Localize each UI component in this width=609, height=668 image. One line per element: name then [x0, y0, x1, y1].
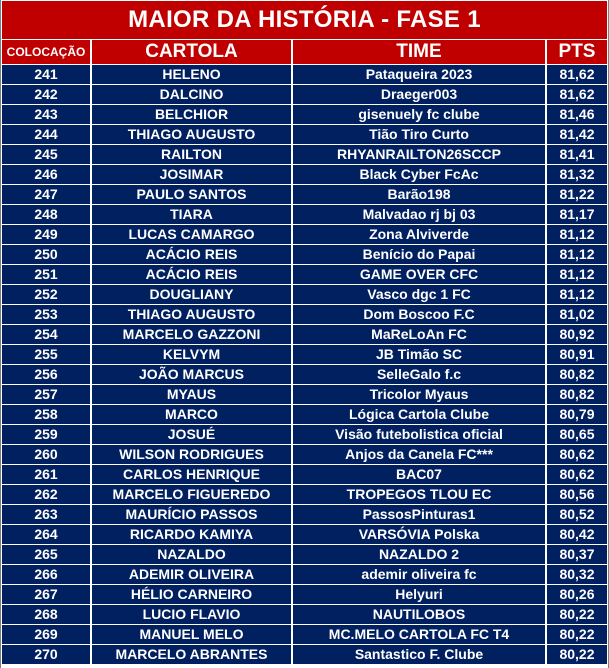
position-cell: 258 — [2, 405, 90, 424]
points-cell: 80,42 — [547, 525, 607, 544]
points-cell: 80,37 — [547, 545, 607, 564]
table-header — [2, 40, 607, 64]
time-cell: ademir oliveira fc — [293, 565, 545, 584]
table-row — [2, 525, 607, 545]
position-cell: 264 — [2, 525, 90, 544]
points-cell: 80,79 — [547, 405, 607, 424]
position-cell: 255 — [2, 345, 90, 364]
position-cell: 243 — [2, 105, 90, 124]
time-cell: gisenuely fc clube — [293, 105, 545, 124]
position-cell: 252 — [2, 285, 90, 304]
points-cell: 81,22 — [547, 185, 607, 204]
cartola-cell: JOÃO MARCUS — [92, 365, 291, 384]
position-cell: 249 — [2, 225, 90, 244]
table-row — [2, 165, 607, 185]
table-row — [2, 485, 607, 505]
time-cell: JB Timão SC — [293, 345, 545, 364]
table-row — [2, 145, 607, 165]
table-row — [2, 225, 607, 245]
cartola-cell: ACÁCIO REIS — [92, 265, 291, 284]
position-cell: 248 — [2, 205, 90, 224]
cartola-cell: WILSON RODRIGUES — [92, 445, 291, 464]
points-cell: 80,82 — [547, 385, 607, 404]
table-row — [2, 445, 607, 465]
position-cell: 251 — [2, 265, 90, 284]
points-cell: 80,82 — [547, 365, 607, 384]
points-cell: 80,62 — [547, 465, 607, 484]
cartola-cell: ACÁCIO REIS — [92, 245, 291, 264]
table-row — [2, 125, 607, 145]
position-cell: 263 — [2, 505, 90, 524]
cartola-cell: MARCELO GAZZONI — [92, 325, 291, 344]
points-cell: 80,92 — [547, 325, 607, 344]
table-body — [2, 65, 607, 665]
time-cell: Zona Alviverde — [293, 225, 545, 244]
time-cell: Draeger003 — [293, 85, 545, 104]
position-cell: 241 — [2, 65, 90, 84]
table-row — [2, 405, 607, 425]
table-row — [2, 305, 607, 325]
time-cell: SelleGalo f.c — [293, 365, 545, 384]
cartola-cell: KELVYM — [92, 345, 291, 364]
table-row — [2, 205, 607, 225]
table-row — [2, 385, 607, 405]
points-cell: 81,12 — [547, 245, 607, 264]
cartola-cell: THIAGO AUGUSTO — [92, 125, 291, 144]
sheet-title: MAIOR DA HISTÓRIA - FASE 1 — [2, 1, 607, 39]
cartola-cell: MARCELO FIGUEREDO — [92, 485, 291, 504]
time-cell: Tião Tiro Curto — [293, 125, 545, 144]
cartola-cell: RICARDO KAMIYA — [92, 525, 291, 544]
position-cell: 245 — [2, 145, 90, 164]
cartola-cell: THIAGO AUGUSTO — [92, 305, 291, 324]
cartola-cell: DALCINO — [92, 85, 291, 104]
position-cell: 269 — [2, 625, 90, 644]
time-cell: TROPEGOS TLOU EC — [293, 485, 545, 504]
position-cell: 267 — [2, 585, 90, 604]
position-cell: 254 — [2, 325, 90, 344]
table-row — [2, 605, 607, 625]
table-row — [2, 365, 607, 385]
time-cell: Tricolor Myaus — [293, 385, 545, 404]
position-cell: 259 — [2, 425, 90, 444]
time-cell: Malvadao rj bj 03 — [293, 205, 545, 224]
cartola-cell: MYAUS — [92, 385, 291, 404]
cartola-cell: LUCAS CAMARGO — [92, 225, 291, 244]
points-cell: 80,22 — [547, 625, 607, 644]
table-row — [2, 505, 607, 525]
cartola-cell: CARLOS HENRIQUE — [92, 465, 291, 484]
position-cell: 247 — [2, 185, 90, 204]
time-cell: Pataqueira 2023 — [293, 65, 545, 84]
table-row — [2, 265, 607, 285]
points-cell: 81,12 — [547, 285, 607, 304]
table-row — [2, 585, 607, 605]
time-cell: Santastico F. Clube — [293, 645, 545, 664]
position-cell: 260 — [2, 445, 90, 464]
cartola-cell: BELCHIOR — [92, 105, 291, 124]
time-cell: NAZALDO 2 — [293, 545, 545, 564]
position-cell: 265 — [2, 545, 90, 564]
table-row — [2, 85, 607, 105]
position-cell: 257 — [2, 385, 90, 404]
cartola-cell: NAZALDO — [92, 545, 291, 564]
table-row — [2, 645, 607, 665]
table-row — [2, 465, 607, 485]
cartola-cell: HELENO — [92, 65, 291, 84]
position-cell: 268 — [2, 605, 90, 624]
table-row — [2, 245, 607, 265]
time-cell: VARSÓVIA Polska — [293, 525, 545, 544]
table-row — [2, 565, 607, 585]
time-cell: NAUTILOBOS — [293, 605, 545, 624]
points-cell: 81,12 — [547, 265, 607, 284]
points-cell: 80,65 — [547, 425, 607, 444]
points-cell: 81,32 — [547, 165, 607, 184]
table-row — [2, 325, 607, 345]
points-cell: 80,32 — [547, 565, 607, 584]
position-cell: 262 — [2, 485, 90, 504]
table-row — [2, 545, 607, 565]
points-cell: 81,17 — [547, 205, 607, 224]
time-cell: Helyuri — [293, 585, 545, 604]
time-cell: Dom Boscoo F.C — [293, 305, 545, 324]
time-cell: MC.MELO CARTOLA FC T4 — [293, 625, 545, 644]
table-row — [2, 425, 607, 445]
time-cell: Black Cyber FcAc — [293, 165, 545, 184]
time-cell: MaReLoAn FC — [293, 325, 545, 344]
time-cell: Vasco dgc 1 FC — [293, 285, 545, 304]
points-cell: 80,22 — [547, 605, 607, 624]
position-cell: 246 — [2, 165, 90, 184]
column-header-cartola: CARTOLA — [92, 40, 291, 64]
points-cell: 81,62 — [547, 85, 607, 104]
time-cell: Visão futebolistica oficial — [293, 425, 545, 444]
cartola-cell: JOSIMAR — [92, 165, 291, 184]
position-cell: 270 — [2, 645, 90, 664]
cartola-cell: MARCO — [92, 405, 291, 424]
time-cell: PassosPinturas1 — [293, 505, 545, 524]
cartola-cell: DOUGLIANY — [92, 285, 291, 304]
time-cell: RHYANRAILTON26SCCP — [293, 145, 545, 164]
cartola-cell: LUCIO FLAVIO — [92, 605, 291, 624]
cartola-cell: JOSUÉ — [92, 425, 291, 444]
cartola-cell: HÉLIO CARNEIRO — [92, 585, 291, 604]
points-cell: 81,41 — [547, 145, 607, 164]
points-cell: 81,02 — [547, 305, 607, 324]
points-cell: 80,22 — [547, 645, 607, 664]
cartola-cell: MAURÍCIO PASSOS — [92, 505, 291, 524]
time-cell: BAC07 — [293, 465, 545, 484]
position-cell: 266 — [2, 565, 90, 584]
points-cell: 80,91 — [547, 345, 607, 364]
position-cell: 250 — [2, 245, 90, 264]
position-cell: 261 — [2, 465, 90, 484]
time-cell: GAME OVER CFC — [293, 265, 545, 284]
position-cell: 256 — [2, 365, 90, 384]
points-cell: 80,26 — [547, 585, 607, 604]
points-cell: 81,12 — [547, 225, 607, 244]
cartola-cell: MANUEL MELO — [92, 625, 291, 644]
cartola-cell: PAULO SANTOS — [92, 185, 291, 204]
points-cell: 80,56 — [547, 485, 607, 504]
column-header-pts: PTS — [547, 40, 607, 64]
table-row — [2, 105, 607, 125]
table-row — [2, 185, 607, 205]
table-row — [2, 65, 607, 85]
points-cell: 81,62 — [547, 65, 607, 84]
time-cell: Benício do Papai — [293, 245, 545, 264]
cartola-cell: ADEMIR OLIVEIRA — [92, 565, 291, 584]
points-cell: 80,62 — [547, 445, 607, 464]
position-cell: 253 — [2, 305, 90, 324]
table-row — [2, 285, 607, 305]
time-cell: Barão198 — [293, 185, 545, 204]
points-cell: 81,42 — [547, 125, 607, 144]
position-cell: 244 — [2, 125, 90, 144]
points-cell: 81,46 — [547, 105, 607, 124]
points-cell: 80,52 — [547, 505, 607, 524]
cartola-cell: MARCELO ABRANTES — [92, 645, 291, 664]
column-header-colocacao: COLOCAÇÃO — [2, 40, 90, 64]
position-cell: 242 — [2, 85, 90, 104]
cartola-cell: RAILTON — [92, 145, 291, 164]
column-header-time: TIME — [293, 40, 545, 64]
time-cell: Lógica Cartola Clube — [293, 405, 545, 424]
time-cell: Anjos da Canela FC*** — [293, 445, 545, 464]
table-row — [2, 345, 607, 365]
cartola-cell: TIARA — [92, 205, 291, 224]
table-row — [2, 625, 607, 645]
